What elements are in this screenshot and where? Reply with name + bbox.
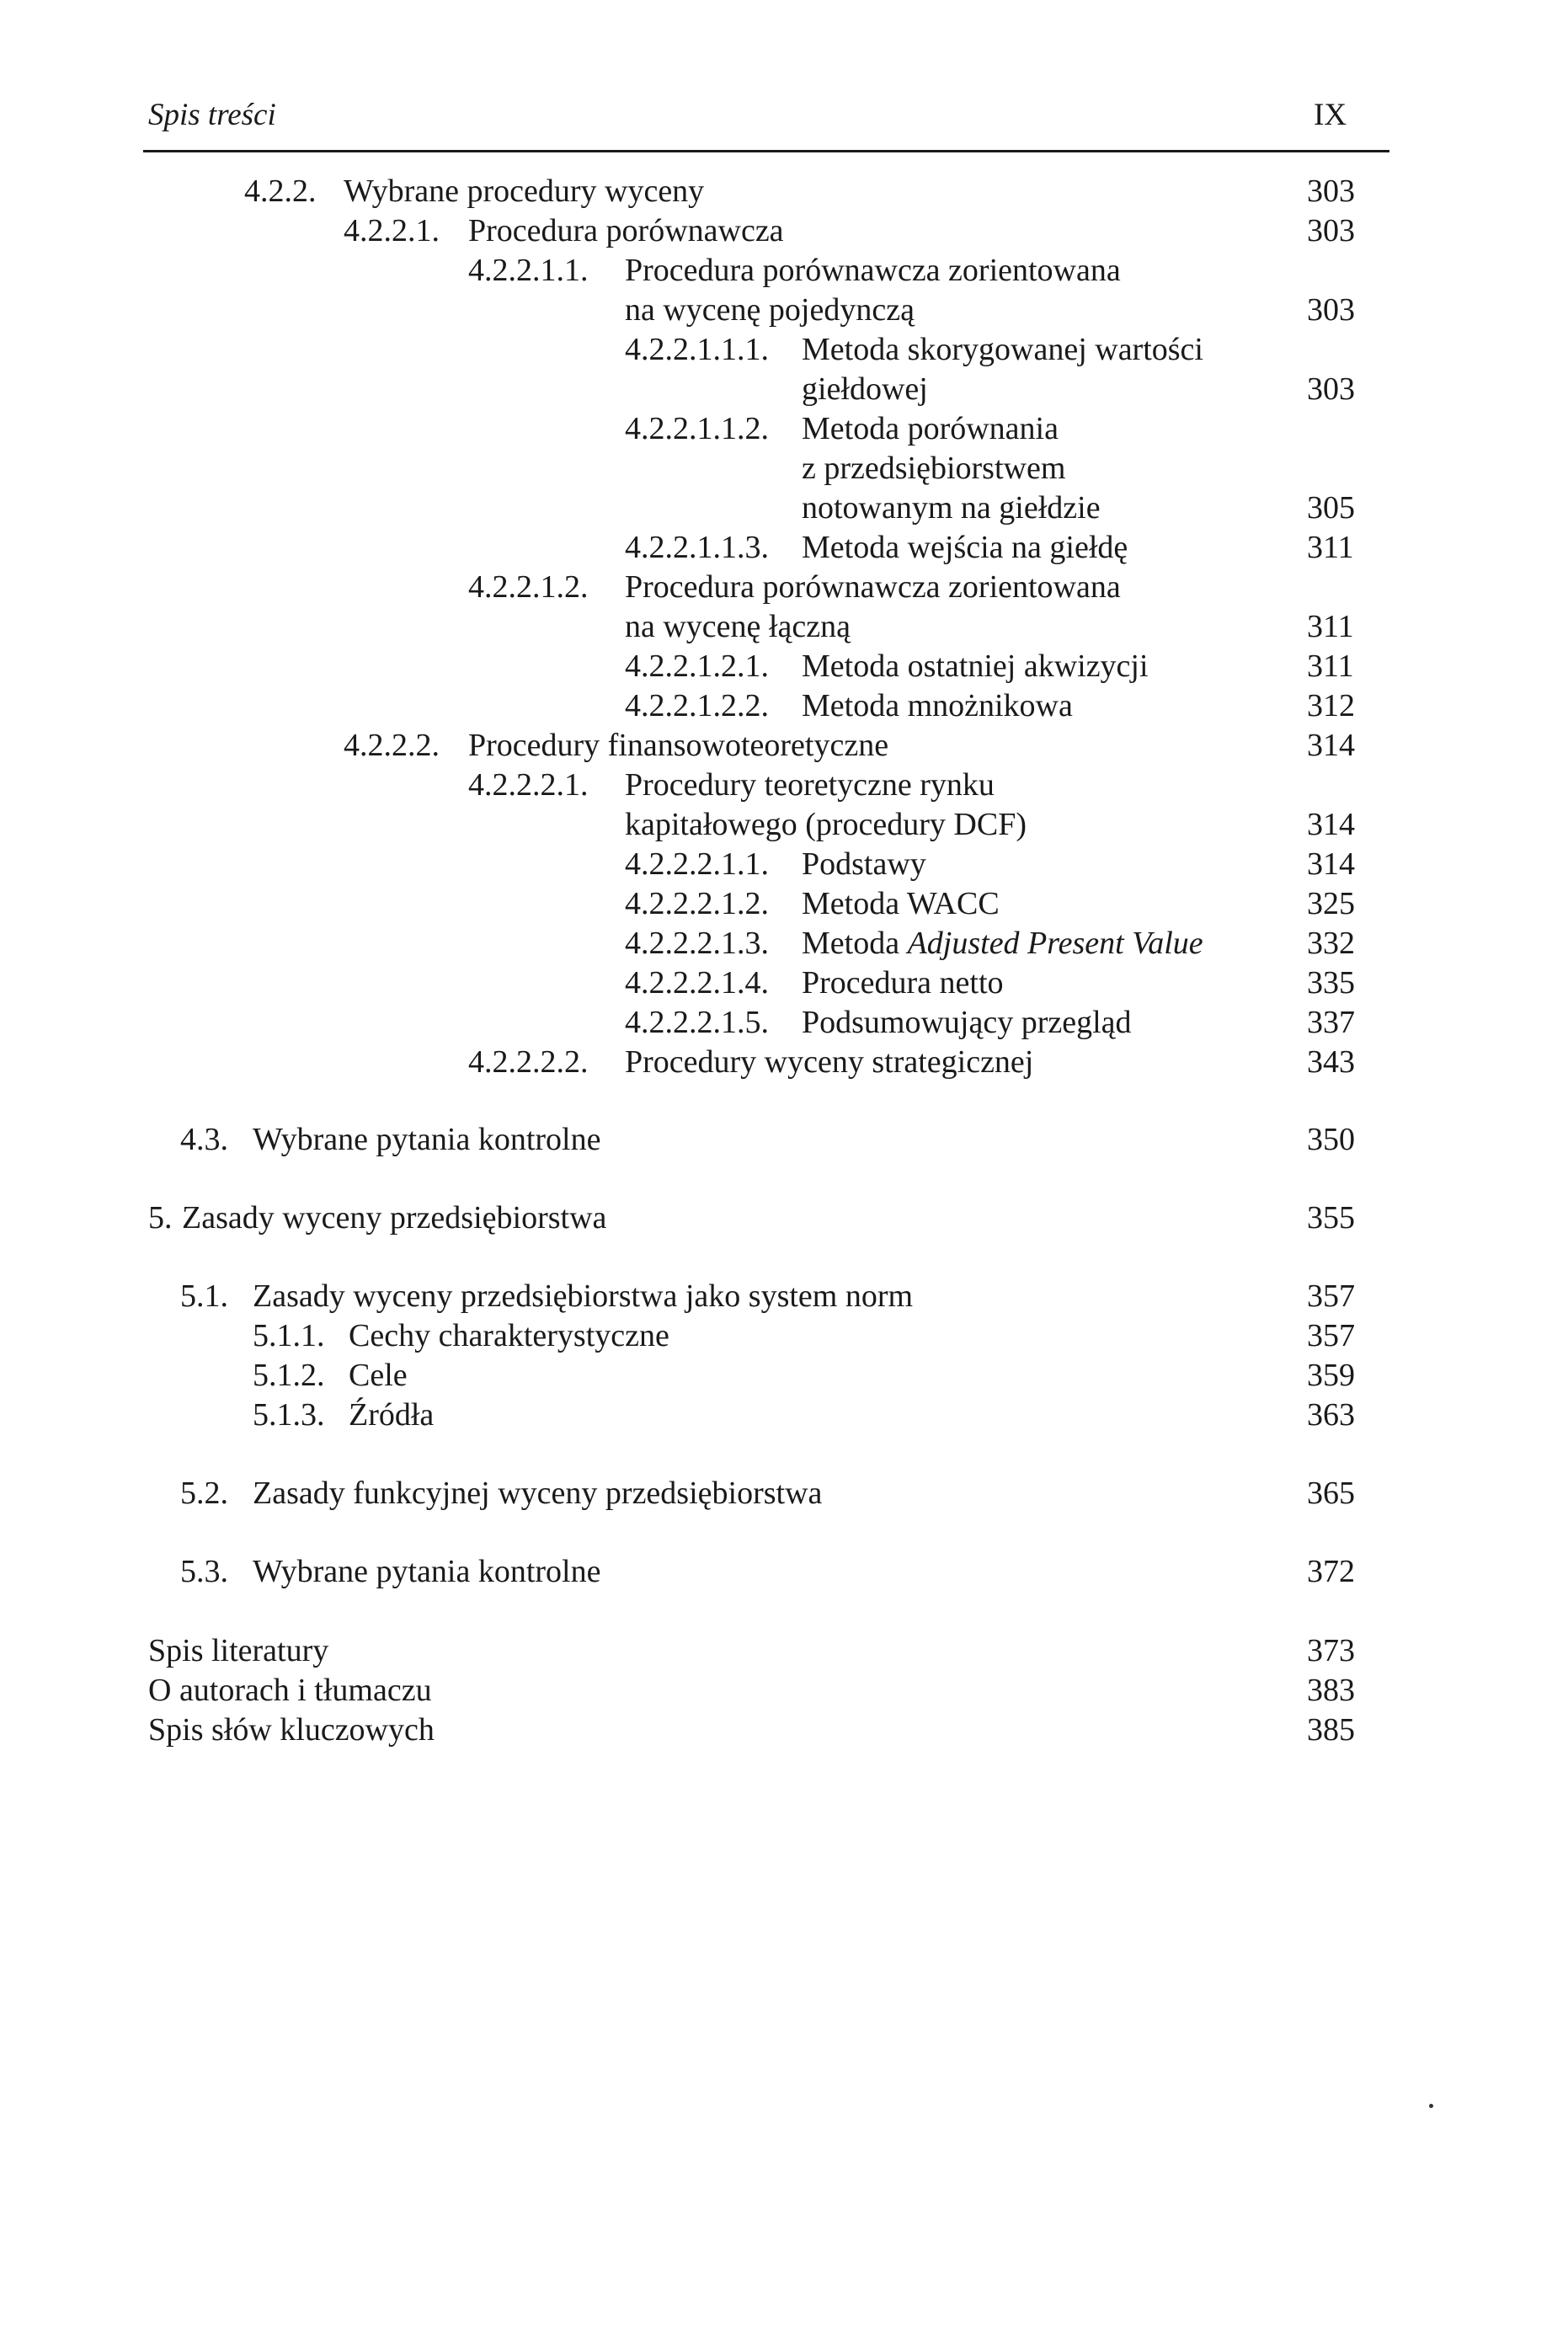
toc-entry-number: 5.1. [180,1278,228,1314]
toc-entry-page: 303 [1307,371,1355,407]
toc-entry-number: 5.1.1. [253,1318,325,1353]
toc-entry-number: 4.2.2.1.2.1. [625,648,769,684]
running-header-title: Spis treści [148,98,276,132]
toc-entry-title-prefix: Metoda [802,926,900,961]
toc-entry-title-continued: na wycenę łączną [625,609,851,644]
toc-entry-title: Metoda mnożnikowa [802,688,1073,723]
toc-entry-page: 365 [1307,1476,1355,1511]
running-header-page-number: IX [1314,98,1347,132]
toc-entry-page: 363 [1307,1397,1355,1433]
toc-entry-title: Procedura netto [802,965,1004,1001]
toc-entry-number: 4.2.2.1.1.3. [625,530,769,565]
toc-entry-title: Procedury finansowoteoretyczne [468,728,889,763]
toc-entry-title: Zasady wyceny przedsiębiorstwa [182,1200,607,1236]
toc-entry-number: 4.2.2.1.1.2. [625,411,769,446]
toc-entry-title: Metoda skorygowanej wartości [802,332,1203,367]
toc-entry-page: 305 [1307,490,1355,526]
toc-entry-title: Procedury teoretyczne rynku [625,767,995,803]
toc-entry-number: 5.1.2. [253,1358,325,1393]
toc-entry-title-continued: giełdowej [802,371,928,407]
toc-entry-number: 5. [148,1200,173,1236]
toc-entry-title-continued: na wycenę pojedynczą [625,292,915,328]
toc-entry-title: Spis literatury [148,1633,329,1668]
toc-entry-title: Źródła [349,1397,435,1433]
toc-entry-number: 4.2.2.1.1. [468,253,589,288]
toc-entry-page: 314 [1307,846,1355,882]
toc-entry-number: 4.2.2.2.1.3. [625,926,769,961]
toc-entry-title: Wybrane procedury wyceny [344,173,705,209]
toc-entry-page: 372 [1307,1554,1355,1589]
toc-entry-number: 5.2. [180,1476,228,1511]
toc-entry-title: O autorach i tłumaczu [148,1673,432,1708]
toc-entry-page: 332 [1307,926,1355,961]
toc-entry-number: 5.1.3. [253,1397,325,1433]
toc-entry-title: Procedura porównawcza zorientowana [625,569,1121,605]
toc-entry-page: 325 [1307,886,1355,921]
scan-speck [1429,2104,1433,2108]
toc-entry-page: 383 [1307,1673,1355,1708]
toc-entry-number: 4.2.2.2.1.2. [625,886,769,921]
toc-entry-title: Metoda porównania [802,411,1059,446]
toc-entry-page: 385 [1307,1712,1355,1748]
toc-entry-number: 4.2.2.1.2.2. [625,688,769,723]
toc-entry-title: Procedura porównawcza [468,213,784,248]
toc-entry-page: 337 [1307,1005,1355,1040]
toc-entry-number: 4.2.2.1.1.1. [625,332,769,367]
toc-entry-title-continued: kapitałowego (procedury DCF) [625,807,1027,842]
toc-entry-title-continued: notowanym na giełdzie [802,490,1101,526]
toc-entry-number: 4.2.2.1. [344,213,440,248]
toc-entry-number: 4.2.2.2.1.1. [625,846,769,882]
toc-entry-number: 4.2.2.2.2. [468,1044,589,1080]
toc-entry-title: Metoda wejścia na giełdę [802,530,1128,565]
toc-entry-page: 335 [1307,965,1355,1001]
toc-entry-title: Metoda ostatniej akwizycji [802,648,1149,684]
toc-entry-number: 4.2.2.2. [344,728,440,763]
toc-entry-title: Procedury wyceny strategicznej [625,1044,1034,1080]
toc-entry-title: Metoda WACC [802,886,1000,921]
toc-entry-page: 303 [1307,173,1355,209]
toc-entry-title [802,924,1203,963]
toc-entry-number: 5.3. [180,1554,228,1589]
toc-entry-title-italic: Adjusted Present Value [907,926,1203,961]
toc-entry-page: 373 [1307,1633,1355,1668]
toc-entry-number: 4.2.2.2.1.4. [625,965,769,1001]
toc-entry-page: 359 [1307,1358,1355,1393]
toc-entry-page: 357 [1307,1318,1355,1353]
toc-entry-title: Wybrane pytania kontrolne [253,1554,601,1589]
toc-entry-title: Podsumowujący przegląd [802,1005,1132,1040]
toc-entry-number: 4.2.2.2.1. [468,767,589,803]
toc-entry-title: Cechy charakterystyczne [349,1318,669,1353]
toc-entry-page: 350 [1307,1122,1355,1157]
toc-entry-page: 311 [1307,648,1354,684]
toc-entry-title: Procedura porównawcza zorientowana [625,253,1121,288]
toc-entry-title: Zasady funkcyjnej wyceny przedsiębiorstwa [253,1476,823,1511]
toc-entry-page: 303 [1307,292,1355,328]
toc-entry-page: 311 [1307,530,1354,565]
toc-entry-page: 355 [1307,1200,1355,1236]
toc-entry-title: Spis słów kluczowych [148,1712,435,1748]
toc-entry-title: Podstawy [802,846,926,882]
toc-entry-page: 311 [1307,609,1354,644]
toc-entry-title: Wybrane pytania kontrolne [253,1122,601,1157]
toc-entry-page: 314 [1307,807,1355,842]
toc-entry-number: 4.2.2. [244,173,317,209]
toc-entry-title-continued: z przedsiębiorstwem [802,451,1066,486]
toc-entry-page: 343 [1307,1044,1355,1080]
toc-entry-page: 314 [1307,728,1355,763]
toc-entry-number: 4.3. [180,1122,228,1157]
toc-entry-page: 303 [1307,213,1355,248]
toc-entry-page: 357 [1307,1278,1355,1314]
header-rule [143,150,1389,152]
toc-entry-number: 4.2.2.1.2. [468,569,589,605]
toc-entry-page: 312 [1307,688,1355,723]
toc-entry-title: Zasady wyceny przedsiębiorstwa jako system norm [253,1278,914,1314]
toc-entry-number: 4.2.2.2.1.5. [625,1005,769,1040]
toc-entry-title: Cele [349,1358,408,1393]
